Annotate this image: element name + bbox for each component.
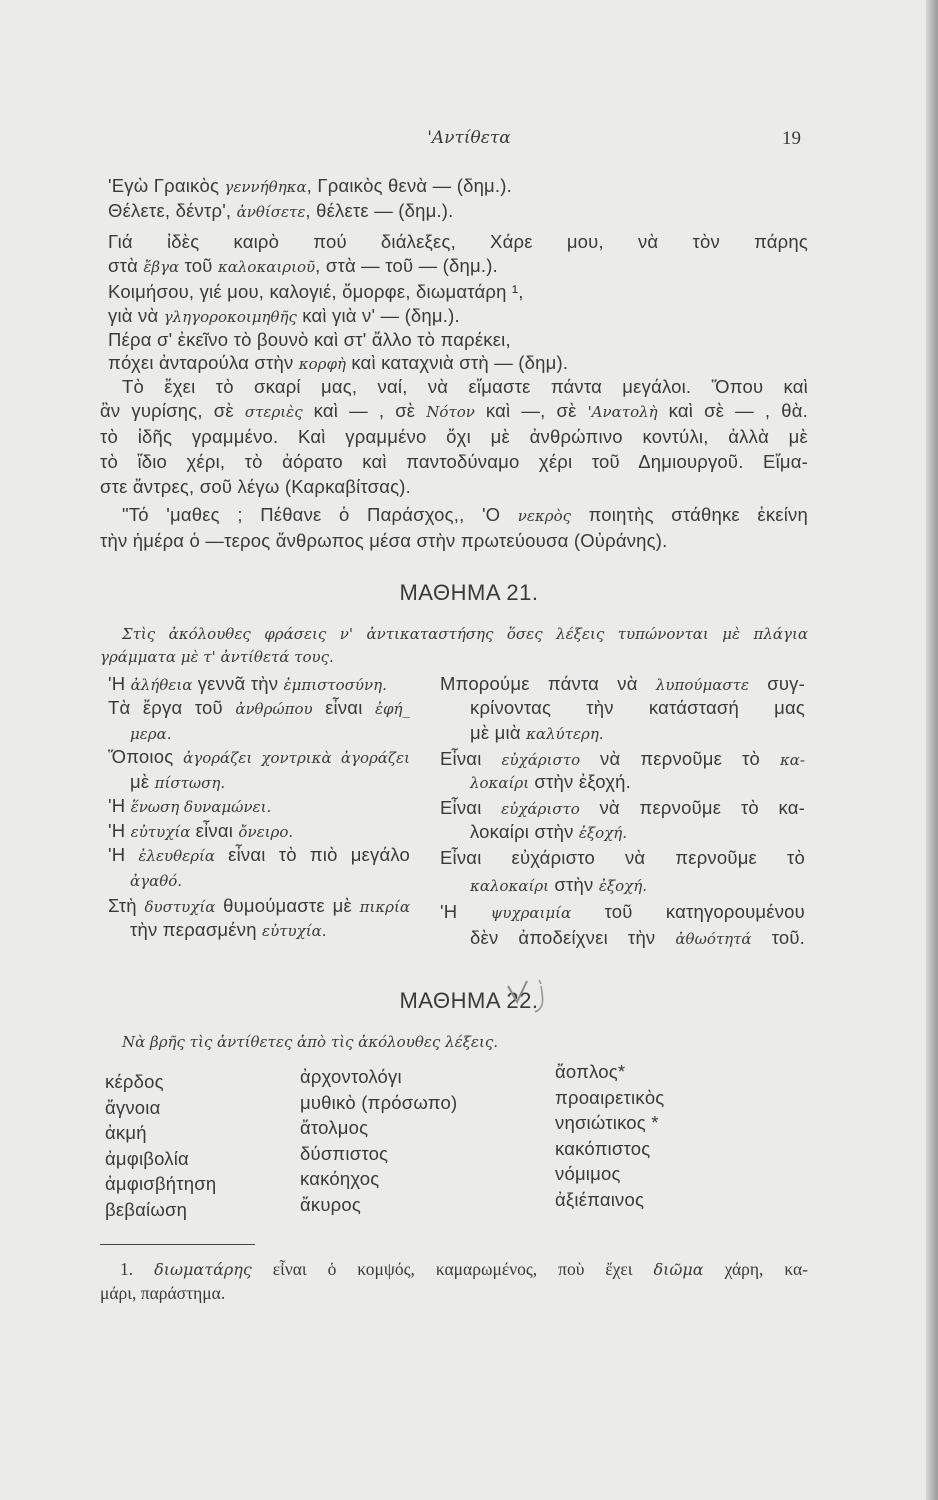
italic-text: ἐξοχή.: [578, 824, 628, 842]
sentence-right: [440, 797, 805, 820]
text: εἶναι τὸ πιὸ μεγάλο: [215, 844, 411, 865]
text: πόχει ἀνταρούλα στὴν: [108, 352, 299, 373]
text: καὶ — , σὲ: [302, 400, 427, 421]
italic-text: ἐφή_: [374, 700, 411, 718]
sentence-left: [108, 673, 387, 696]
text: 1.: [120, 1259, 155, 1279]
text: κρίνοντας τὴν κατάστασή μας: [470, 697, 805, 718]
sentence-left: [130, 771, 225, 794]
running-header: 'Αντίθετα: [427, 128, 511, 148]
text: Ὅποιος: [108, 746, 184, 767]
text: , θέλετε — (δημ.).: [305, 200, 454, 221]
italic-text: καλοκαίρι: [470, 877, 550, 895]
text: Γιά ἰδὲς καιρὸ πού διάλεξες, Χάρε μου, νὰ τὸν πάρης: [108, 231, 808, 252]
text: ποιητὴς στάθηκε ἐκείνη: [571, 504, 808, 525]
lesson-22-title: ΜΑΘΗΜΑ 22.: [399, 988, 539, 1013]
word-item: δύσπιστος: [300, 1142, 389, 1164]
passage-line: [100, 400, 808, 423]
passage-line: [100, 530, 668, 552]
page-number: 19: [782, 128, 801, 149]
text: γεννᾶ τὴν: [192, 673, 284, 694]
italic-text: λοκαίρι: [470, 774, 530, 792]
italic-text: ἐλευθερία: [138, 847, 216, 865]
passage-line: [108, 200, 454, 223]
text: λοκαίρι στὴν: [470, 821, 579, 842]
italic-text: ἀγαθό.: [130, 872, 183, 890]
text: χάρη, κα-: [703, 1259, 808, 1279]
word-item: ἀξιέπαινος: [555, 1188, 645, 1210]
text: τὸ ἰδῆς γραμμένο. Καὶ γραμμένο ὄχι μὲ ἀνθρώπινο κοντύλι, ἀλλὰ μὲ: [100, 426, 808, 447]
text: Εἶναι εὐχάριστο νὰ περνοῦμε τὸ: [440, 847, 805, 868]
lesson-21-title: ΜΑΘΗΜΑ 21.: [399, 580, 539, 605]
text: εἶναι: [312, 697, 375, 718]
word-item: ἀμφιβολία: [105, 1147, 189, 1169]
italic-text: ἀγοράζει χοντρικὰ ἀγοράζει: [183, 749, 410, 767]
passage-line: [108, 231, 808, 253]
italic-text: ἀθωότητά: [675, 930, 752, 948]
word-item: κέρδος: [105, 1071, 164, 1092]
text: γιὰ νὰ: [108, 305, 164, 326]
text: 'Η: [440, 901, 491, 922]
italic-text: ἀλήθεια: [130, 676, 193, 694]
text: νὰ περνοῦμε τὸ: [580, 748, 780, 769]
italic-text: γληγοροκοιμηθῆς: [163, 308, 297, 326]
text: Τὸ ἔχει τὸ σκαρί μας, ναί, νὰ εἴμαστε πάντα μεγάλοι. Ὅπου καὶ: [122, 376, 808, 397]
text: συγ-: [749, 673, 805, 694]
footnote-divider: [100, 1244, 255, 1245]
passage-line: [100, 451, 808, 473]
text: εἶναι: [190, 820, 239, 841]
sentence-left: [108, 895, 410, 918]
italic-text: λυπούμαστε: [655, 676, 749, 694]
passage-line: [108, 255, 498, 278]
passage-line: [100, 426, 808, 448]
word-item: ἄγνοια: [105, 1096, 161, 1118]
passage-line: [108, 352, 568, 375]
passage-line: [108, 329, 511, 351]
text: θυμούμαστε μὲ: [215, 895, 360, 916]
sentence-right: [470, 874, 647, 897]
text: 'Η: [108, 673, 131, 694]
text: στὰ: [108, 255, 144, 276]
sentence-right: [440, 901, 805, 924]
text: καὶ —, σὲ: [474, 400, 588, 421]
text: εἶναι ὁ κομψός, καμαρωμένος, ποὺ ἔχει: [251, 1259, 654, 1279]
sentence-right: [470, 821, 627, 844]
text: τοῦ.: [751, 927, 805, 948]
italic-text: καλύτερη.: [526, 725, 604, 743]
italic-text: ἐξοχή.: [598, 877, 647, 895]
italic-text: ἀνθίσετε: [236, 203, 306, 221]
italic-text: διωματάρης: [154, 1260, 252, 1279]
footnote-line: [120, 1259, 808, 1280]
text: τοῦ: [179, 255, 218, 276]
italic-text: Νὰ βρῆς τὶς ἀντίθετες ἀπὸ τὶς ἀκόλουθες λέξεις.: [122, 1033, 498, 1051]
sentence-right: [470, 722, 604, 745]
text: τοῦ κατηγορουμένου: [571, 901, 805, 922]
italic-text: ἐμπιστοσύνη.: [283, 676, 387, 694]
italic-text: εὐτυχία: [130, 823, 191, 841]
text: Πέρα σ' ἐκεῖνο τὸ βουνὸ καὶ στ' ἄλλο τὸ παρέκει,: [108, 329, 511, 350]
word-item: ἀκμή: [105, 1122, 147, 1143]
text: Τὰ ἔργα τοῦ: [108, 697, 236, 718]
italic-text: γράμματα μὲ τ' ἀντίθετά τους.: [100, 648, 334, 666]
sentence-left: [108, 746, 410, 769]
text: , στὰ — τοῦ — (δημ.).: [315, 255, 498, 276]
text: καὶ σὲ — , θὰ.: [657, 400, 808, 421]
word-item: προαιρετικὸς: [555, 1086, 665, 1108]
word-item: κακόηχος: [300, 1168, 380, 1189]
sentence-right: [470, 927, 805, 950]
sentence-left: [130, 869, 182, 892]
word-item: ἀρχοντολόγι: [300, 1066, 402, 1087]
text: στὴν: [549, 874, 599, 895]
italic-text: κορφὴ: [298, 355, 346, 373]
text: τὴν περασμένη: [130, 919, 263, 940]
passage-line: [122, 504, 808, 527]
text: τὸ ἴδιο χέρι, τὸ ἀόρατο καὶ παντοδύναμο χέρι τοῦ Δημιουργοῦ. Εἴμα-: [100, 451, 808, 472]
text: μὲ μιὰ: [470, 722, 527, 743]
footnote-line: [100, 1283, 225, 1304]
text: νὰ περνοῦμε τὸ κα-: [579, 797, 805, 818]
italic-text: Νότον: [426, 403, 475, 421]
italic-text: μερα.: [130, 725, 172, 743]
text: 'Εγὼ Γραικὸς: [108, 175, 225, 196]
word-item: ἄοπλος*: [555, 1061, 626, 1082]
passage-line: [100, 476, 411, 498]
text: καὶ καταχνιὰ στὴ — (δημ).: [345, 352, 569, 373]
text: μάρι, παράστημα.: [100, 1283, 226, 1303]
text: 'Η: [108, 795, 131, 816]
instruction-line: [100, 645, 334, 668]
italic-text: διῶμα: [653, 1260, 704, 1279]
word-item: νόμιμος: [555, 1163, 621, 1184]
word-item: ἄκυρος: [300, 1193, 361, 1215]
word-item: νησιώτικος *: [555, 1112, 659, 1133]
word-item: μυθικὸ (πρόσωπο): [300, 1091, 458, 1113]
italic-text: καλοκαιριοῦ: [217, 258, 316, 276]
instruction-line: [122, 622, 808, 645]
word-item: κακόπιστος: [555, 1137, 651, 1159]
italic-text: κα-: [779, 751, 805, 769]
text: , Γραικὸς θενὰ — (δημ.).: [306, 175, 512, 196]
italic-text: 'Ανατολὴ: [587, 403, 658, 421]
sentence-right: [470, 697, 805, 719]
italic-text: εὐχάριστο: [501, 751, 581, 769]
italic-text: Στὶς ἀκόλουθες φράσεις ν' ἀντικαταστήσης ὅσες λέξεις τυπώνονται μὲ πλάγια: [122, 625, 808, 643]
text: 'Η: [108, 820, 131, 841]
italic-text: πίστωση.: [154, 774, 226, 792]
word-item: ἀμφισβήτηση: [105, 1173, 217, 1194]
text: καὶ γιὰ ν' — (δημ.).: [296, 305, 460, 326]
italic-text: ἕνωση δυναμώνει.: [130, 798, 272, 816]
italic-text: γεννήθηκα: [224, 178, 307, 196]
italic-text: ὄνειρο.: [238, 823, 294, 841]
text: μὲ: [130, 771, 155, 792]
sentence-left: [108, 844, 410, 867]
italic-text: δυστυχία: [144, 898, 216, 916]
passage-line: [108, 175, 512, 198]
sentence-right: [440, 748, 805, 771]
text: Εἶναι: [440, 748, 502, 769]
text: Κοιμήσου, γιέ μου, καλογιέ, ὄμορφε, διωματάρη ¹,: [108, 281, 524, 302]
sentence-right: [440, 673, 805, 696]
sentence-left: [108, 697, 410, 720]
sentence-left: [108, 820, 293, 843]
pencil-checkmark-icon: [505, 978, 565, 1028]
italic-text: πικρία: [359, 898, 411, 916]
text: στε ἄντρες, σοῦ λέγω (Καρκαβίτσας).: [100, 476, 411, 497]
italic-text: ἔβγα: [143, 258, 180, 276]
italic-text: εὐτυχία.: [262, 922, 327, 940]
instruction-line: [122, 1030, 498, 1053]
sentence-left: [130, 919, 326, 942]
sentence-left: [108, 795, 271, 818]
sentence-right: [470, 771, 631, 794]
text: Θέλετε, δέντρ',: [108, 200, 237, 221]
text: Μπορούμε πάντα νὰ: [440, 673, 656, 694]
text: στὴν ἐξοχή.: [529, 771, 632, 792]
text: "Τό 'μαθες ; Πέθανε ὁ Παράσχος,, 'Ο: [122, 504, 518, 525]
italic-text: ἀνθρώπου: [235, 700, 313, 718]
italic-text: εὐχάριστο: [501, 800, 580, 818]
italic-text: ψυχραιμία: [490, 904, 572, 922]
passage-line: [122, 376, 808, 398]
text: ἂν γυρίσης, σὲ: [100, 400, 245, 421]
italic-text: νεκρὸς: [517, 507, 572, 525]
italic-text: στεριὲς: [244, 403, 303, 421]
passage-line: [108, 281, 524, 303]
text: Στὴ: [108, 895, 145, 916]
sentence-left: [130, 722, 172, 745]
word-item: ἄτολμος: [300, 1117, 369, 1138]
text: Εἶναι: [440, 797, 502, 818]
text: δὲν ἀποδείχνει τὴν: [470, 927, 676, 948]
word-item: βεβαίωση: [105, 1198, 188, 1220]
page-edge-shadow: [926, 0, 938, 1500]
text: τὴν ἡμέρα ὁ —τερος ἄνθρωπος μέσα στὴν πρωτεύουσα (Οὐράνης).: [100, 530, 668, 551]
text: 'Η: [108, 844, 139, 865]
passage-line: [108, 305, 460, 328]
sentence-right: [440, 847, 805, 869]
